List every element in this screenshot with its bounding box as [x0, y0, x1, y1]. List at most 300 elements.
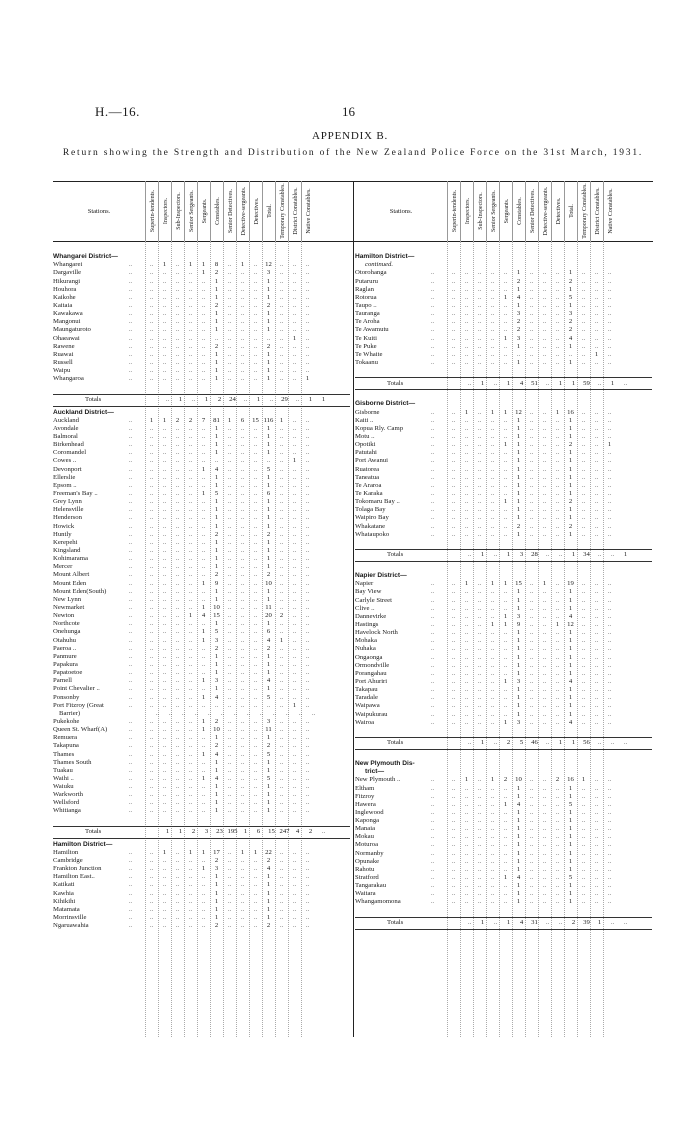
station-name: Moturoa [355, 841, 379, 849]
count-cell: .. [542, 874, 547, 882]
count-cell: .. [162, 612, 167, 620]
count-cell: .. [253, 302, 258, 310]
count-cell: .. [240, 285, 245, 293]
station-name: Dannevirke [355, 612, 387, 620]
count-cell: .. [503, 342, 508, 350]
count-cell: .. [253, 750, 258, 758]
station-name: Mount Albert [53, 571, 90, 579]
count-cell: .. [227, 285, 232, 293]
count-cell: .. [542, 784, 547, 792]
count-cell: .. [555, 522, 560, 530]
count-cell: .. [227, 693, 232, 701]
count-cell: 1 [516, 784, 521, 792]
count-cell: .. [279, 367, 284, 375]
count-cell: .. [149, 685, 154, 693]
count-cell: .. [477, 857, 482, 865]
count-cell: .. [581, 416, 586, 424]
count-cell: 2 [266, 644, 271, 652]
count-cell: .. [279, 766, 284, 774]
leader-dots: .. [129, 499, 132, 506]
count-cell: .. [594, 342, 599, 350]
count-cell: .. [149, 449, 154, 457]
count-cell: 1 [266, 293, 271, 301]
count-cell: .. [149, 652, 154, 660]
leader-dots: .. [431, 875, 434, 882]
count-cell: 9 [214, 579, 219, 587]
count-cell: .. [201, 734, 206, 742]
count-cell: .. [529, 833, 534, 841]
count-cell: .. [477, 424, 482, 432]
count-cell: .. [594, 890, 599, 898]
station-row [355, 670, 652, 678]
count-cell: .. [149, 807, 154, 815]
count-cell: .. [581, 710, 586, 718]
count-cell: .. [181, 709, 186, 717]
count-cell: 1 [568, 898, 573, 906]
station-row [355, 498, 652, 506]
count-cell: .. [175, 750, 180, 758]
count-cell: 1 [516, 890, 521, 898]
count-cell: .. [305, 865, 310, 873]
count-cell: .. [451, 522, 456, 530]
count-cell: .. [188, 546, 193, 554]
count-cell: .. [175, 522, 180, 530]
count-cell: .. [305, 652, 310, 660]
count-cell: .. [162, 595, 167, 603]
district-heading [355, 768, 652, 776]
count-cell: .. [188, 677, 193, 685]
count-cell: .. [305, 261, 310, 269]
count-cell: .. [227, 652, 232, 660]
count-cell: .. [253, 277, 258, 285]
count-cell: .. [464, 874, 469, 882]
count-cell: 1 [516, 882, 521, 890]
count-cell: 3 [516, 612, 521, 620]
count-cell: 1 [214, 359, 219, 367]
count-cell: 2 [266, 530, 271, 538]
leader-dots: .. [129, 694, 132, 701]
count-cell: 8 [214, 261, 219, 269]
count-cell: .. [253, 530, 258, 538]
count-cell: 12 [515, 408, 522, 416]
station-row [355, 678, 652, 686]
column-header-label: Sergeants. [201, 198, 208, 224]
count-cell: .. [305, 269, 310, 277]
leader-dots: .. [129, 858, 132, 865]
count-cell: .. [149, 669, 154, 677]
count-cell: .. [581, 637, 586, 645]
station-row [355, 580, 652, 588]
count-cell: .. [240, 865, 245, 873]
count-cell: .. [279, 897, 284, 905]
count-cell: .. [490, 465, 495, 473]
count-cell: .. [149, 734, 154, 742]
count-cell: .. [266, 334, 271, 342]
count-cell: .. [529, 702, 534, 710]
count-cell: .. [214, 457, 219, 465]
count-cell: .. [227, 367, 232, 375]
count-cell: .. [253, 481, 258, 489]
count-cell: .. [607, 857, 612, 865]
station-row [355, 278, 652, 286]
count-cell: .. [503, 661, 508, 669]
leader-dots: .. [129, 588, 132, 595]
count-cell: 1 [568, 637, 573, 645]
column-header [460, 181, 474, 241]
count-cell: .. [149, 498, 154, 506]
count-cell: .. [305, 742, 310, 750]
count-cell: .. [149, 269, 154, 277]
count-cell: .. [581, 334, 586, 342]
leader-dots: .. [129, 507, 132, 514]
count-cell: .. [555, 481, 560, 489]
count-cell: .. [594, 318, 599, 326]
count-cell: .. [581, 342, 586, 350]
count-cell: .. [240, 293, 245, 301]
count-cell: .. [594, 784, 599, 792]
count-cell: .. [503, 359, 508, 367]
count-cell: 15 [515, 580, 522, 588]
station-name: Wellsford [53, 799, 80, 807]
column-header [210, 181, 224, 241]
count-cell: .. [529, 530, 534, 538]
count-cell: 1 [503, 620, 508, 628]
count-cell: .. [305, 359, 310, 367]
count-cell: 6 [266, 490, 271, 497]
count-cell: .. [162, 269, 167, 277]
column-header-label: Constables. [516, 197, 523, 225]
count-cell: 3 [516, 334, 521, 342]
count-cell: .. [279, 310, 284, 318]
count-cell: 3 [519, 551, 524, 559]
count-cell: .. [292, 506, 297, 514]
count-cell: .. [201, 318, 206, 326]
count-cell: .. [149, 481, 154, 489]
count-cell: .. [581, 620, 586, 628]
count-cell: 1 [201, 490, 206, 497]
count-cell: .. [188, 433, 193, 441]
count-cell: .. [594, 776, 599, 784]
count-cell: .. [607, 473, 612, 481]
count-cell: .. [503, 841, 508, 849]
count-cell: 4 [214, 750, 219, 758]
count-cell: .. [162, 865, 167, 873]
page-number: 16 [342, 104, 355, 119]
count-cell: 1 [266, 481, 271, 489]
count-cell: .. [227, 644, 232, 652]
count-cell: .. [253, 783, 258, 791]
count-cell: .. [188, 514, 193, 522]
totals-label: Totals [387, 551, 404, 559]
count-cell: 1 [623, 551, 628, 559]
station-row [355, 694, 652, 702]
count-cell: .. [581, 890, 586, 898]
count-cell: .. [292, 326, 297, 334]
leader-dots: .. [431, 866, 434, 873]
count-cell: .. [279, 807, 284, 815]
count-cell: 1 [279, 416, 284, 424]
count-cell: .. [149, 758, 154, 766]
count-cell: .. [305, 766, 310, 774]
count-cell: .. [201, 889, 206, 897]
count-cell: .. [149, 367, 154, 375]
count-cell: .. [253, 717, 258, 725]
count-cell: .. [259, 709, 264, 717]
count-cell: 1 [568, 669, 573, 677]
station-name: Ormondville [355, 661, 390, 669]
count-cell: .. [292, 571, 297, 579]
count-cell: .. [162, 506, 167, 514]
station-name: Kaikohe [53, 293, 76, 301]
count-cell: .. [168, 709, 173, 717]
count-cell: 1 [266, 546, 271, 554]
count-cell: .. [555, 882, 560, 890]
count-cell: .. [464, 882, 469, 890]
count-cell: .. [451, 833, 456, 841]
station-name: Inglewood [355, 808, 384, 816]
count-cell: .. [503, 326, 508, 334]
station-name: Mount Eden(South) [53, 587, 107, 595]
station-row [355, 793, 652, 801]
count-cell: .. [240, 807, 245, 815]
count-cell: .. [464, 629, 469, 637]
count-cell: .. [188, 326, 193, 334]
count-cell: .. [305, 628, 310, 636]
count-cell: .. [162, 774, 167, 782]
column-header [288, 181, 302, 241]
count-cell: 2 [214, 742, 219, 750]
count-cell: .. [253, 579, 258, 587]
station-row [53, 555, 350, 563]
count-cell: .. [607, 334, 612, 342]
count-cell: .. [581, 612, 586, 620]
leader-dots: .. [129, 645, 132, 652]
count-cell: .. [253, 261, 258, 269]
count-cell: .. [594, 849, 599, 857]
count-cell: .. [201, 498, 206, 506]
count-cell: .. [227, 310, 232, 318]
count-cell: .. [555, 800, 560, 808]
count-cell: .. [227, 441, 232, 449]
count-cell: .. [607, 849, 612, 857]
count-cell: .. [201, 799, 206, 807]
count-cell: .. [305, 457, 310, 465]
station-name: Takapau [355, 686, 378, 694]
count-cell: .. [305, 734, 310, 742]
count-cell: .. [503, 825, 508, 833]
column-header-label: Total. [266, 204, 273, 218]
station-row [53, 359, 350, 367]
count-cell: .. [464, 285, 469, 293]
count-cell: 1 [201, 717, 206, 725]
count-cell: .. [594, 882, 599, 890]
count-cell: .. [201, 277, 206, 285]
count-cell: .. [292, 514, 297, 522]
leader-dots: .. [129, 661, 132, 668]
count-cell: .. [253, 693, 258, 701]
count-cell: .. [188, 873, 193, 881]
count-cell: .. [555, 669, 560, 677]
count-cell: 1 [503, 677, 508, 685]
count-cell: .. [581, 465, 586, 473]
count-cell: .. [305, 506, 310, 514]
count-cell: 2 [214, 302, 219, 310]
count-cell: .. [503, 604, 508, 612]
count-cell: .. [253, 546, 258, 554]
count-cell: 1 [568, 514, 573, 522]
station-name: Bay View [355, 588, 382, 596]
count-cell: .. [292, 644, 297, 652]
count-cell: .. [594, 498, 599, 506]
count-cell: .. [175, 865, 180, 873]
count-cell: .. [529, 457, 534, 465]
count-cell: .. [607, 359, 612, 367]
count-cell: .. [555, 702, 560, 710]
count-cell: .. [165, 396, 170, 404]
count-cell: 2 [503, 776, 508, 784]
leader-dots: .. [431, 818, 434, 825]
count-cell: 1 [214, 807, 219, 815]
count-cell: .. [503, 686, 508, 694]
station-name: Taupo .. [355, 302, 377, 310]
count-cell: 2 [217, 396, 222, 404]
station-name: Ruawai [53, 350, 74, 358]
count-cell: .. [227, 922, 232, 930]
count-cell: 1 [516, 449, 521, 457]
column-header-label: Senior Sergeants. [490, 190, 497, 232]
count-cell: .. [477, 702, 482, 710]
count-cell: 2 [516, 326, 521, 334]
count-cell: 1 [568, 702, 573, 710]
count-cell: .. [279, 595, 284, 603]
count-cell: .. [464, 898, 469, 906]
count-cell: .. [253, 669, 258, 677]
count-cell: .. [581, 849, 586, 857]
count-cell: .. [594, 416, 599, 424]
count-cell: 1 [266, 807, 271, 815]
station-row [53, 588, 350, 596]
leader-dots: .. [431, 523, 434, 530]
count-cell: .. [581, 702, 586, 710]
count-cell: .. [490, 817, 495, 825]
leader-dots: .. [431, 360, 434, 367]
count-cell: .. [607, 449, 612, 457]
station-name: Ellerslie [53, 473, 76, 481]
count-cell: 23 [216, 828, 223, 836]
count-cell: .. [227, 571, 232, 579]
count-cell: .. [149, 742, 154, 750]
count-cell: .. [305, 807, 310, 815]
count-cell: .. [240, 905, 245, 913]
count-cell: .. [529, 285, 534, 293]
district-heading [53, 409, 350, 417]
count-cell: .. [623, 739, 628, 747]
count-cell: .. [292, 669, 297, 677]
count-cell: .. [253, 734, 258, 742]
station-name: Whakatane [355, 522, 386, 530]
count-cell: .. [149, 302, 154, 310]
count-cell: .. [201, 595, 206, 603]
station-name: Te Awamutu [355, 326, 389, 334]
count-cell: .. [607, 498, 612, 506]
count-cell: .. [253, 318, 258, 326]
station-name: Kaiti .. [355, 416, 374, 424]
count-cell: 1 [516, 530, 521, 538]
count-cell: .. [464, 277, 469, 285]
count-cell: 1 [266, 522, 271, 530]
count-cell: 1 [214, 449, 219, 457]
leader-dots: .. [129, 784, 132, 791]
station-row [355, 850, 652, 858]
count-cell: .. [594, 424, 599, 432]
count-cell: .. [292, 758, 297, 766]
count-cell: .. [227, 660, 232, 668]
leader-dots: .. [129, 327, 132, 334]
count-cell: .. [594, 645, 599, 653]
count-cell: 1 [214, 538, 219, 546]
station-name: Ongaonga [355, 653, 383, 661]
count-cell: .. [279, 742, 284, 750]
count-cell: 1 [266, 669, 271, 677]
count-cell: .. [542, 645, 547, 653]
count-cell: .. [188, 652, 193, 660]
count-cell: .. [503, 645, 508, 653]
leader-dots: .. [431, 515, 434, 522]
count-cell: 1 [214, 514, 219, 522]
count-cell: .. [253, 310, 258, 318]
station-name: Huntly [53, 530, 72, 538]
count-cell: .. [477, 718, 482, 726]
station-name: Whitianga [53, 807, 81, 815]
count-cell: .. [227, 587, 232, 595]
count-cell: 1 [214, 522, 219, 530]
count-cell: .. [542, 596, 547, 604]
count-cell: 1 [503, 874, 508, 882]
count-cell: .. [240, 873, 245, 881]
count-cell: .. [298, 709, 303, 717]
count-cell: .. [253, 522, 258, 530]
count-cell: .. [201, 783, 206, 791]
count-cell: .. [542, 481, 547, 489]
count-cell: .. [188, 783, 193, 791]
count-cell: 1 [292, 334, 297, 342]
column-header-label: Detectives. [253, 197, 260, 225]
station-row [53, 734, 350, 742]
count-cell: .. [240, 449, 245, 457]
leader-dots: .. [129, 523, 132, 530]
count-cell: .. [503, 629, 508, 637]
count-cell: .. [594, 302, 599, 310]
count-cell: .. [451, 514, 456, 522]
leader-dots: .. [129, 458, 132, 465]
count-cell: .. [607, 637, 612, 645]
count-cell: .. [188, 636, 193, 644]
count-cell: .. [529, 506, 534, 514]
count-cell: .. [529, 686, 534, 694]
count-cell: .. [240, 530, 245, 538]
count-cell: 5 [266, 693, 271, 701]
count-cell: .. [464, 702, 469, 710]
count-cell: .. [162, 465, 167, 473]
count-cell: .. [188, 914, 193, 922]
count-cell: .. [188, 359, 193, 367]
count-cell: .. [227, 293, 232, 301]
count-cell: .. [201, 350, 206, 358]
count-cell: .. [305, 587, 310, 595]
count-cell: .. [162, 490, 167, 497]
count-cell: .. [503, 702, 508, 710]
count-cell: .. [464, 817, 469, 825]
